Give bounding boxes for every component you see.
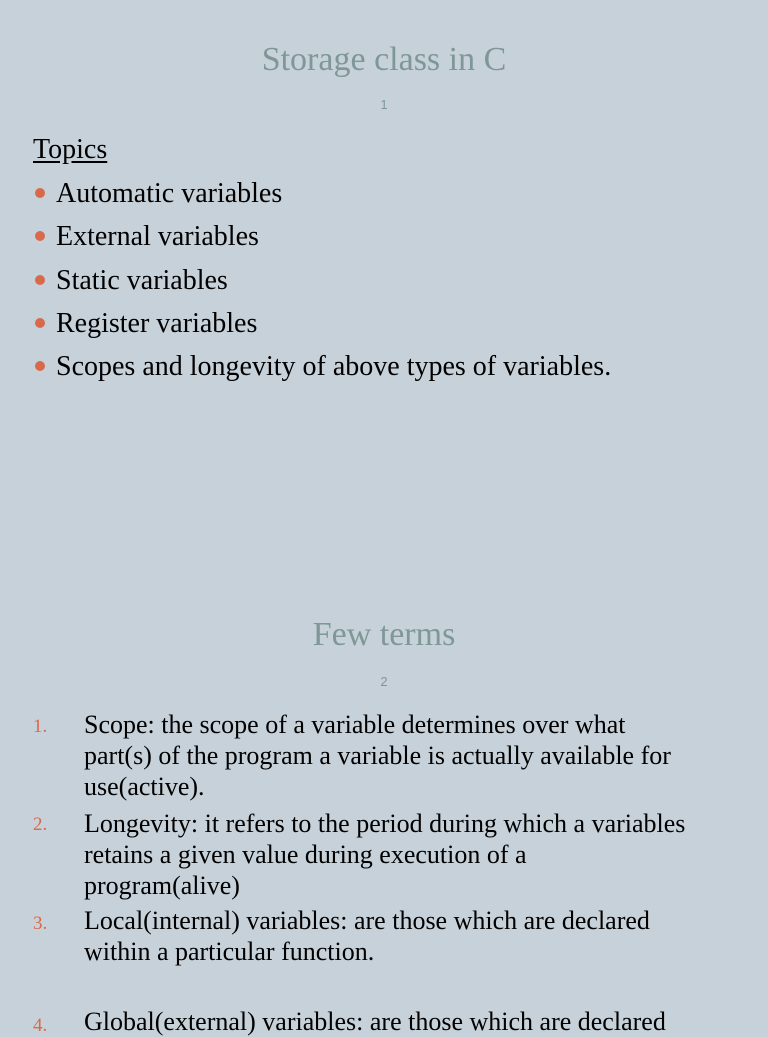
bullet-item (33, 345, 611, 388)
list-item-line: Global(external) variables: are those which are declared (84, 1007, 666, 1036)
bullet-item (33, 215, 611, 258)
bullet-item (33, 259, 611, 302)
bullet-dot-icon (35, 188, 45, 198)
list-item-line: retains a given value during execution of a (84, 840, 527, 869)
bullet-dot-icon (35, 231, 45, 241)
slide-2-number: 2 (380, 674, 388, 689)
slide-1-title: Storage class in C (261, 41, 507, 78)
list-item-line: Longevity: it refers to the period during which a variables (84, 809, 686, 838)
list-item-line: Local(internal) variables: are those which are declared (84, 906, 650, 935)
list-item-line: program(alive) (84, 871, 240, 900)
topics-bullet-list (33, 172, 611, 388)
list-number: 1. (33, 716, 48, 737)
list-item-line: within a particular function. (84, 937, 375, 966)
bullet-text: Static variables (56, 264, 228, 296)
bullet-item (33, 302, 611, 345)
bullet-text: Register variables (56, 307, 258, 339)
list-item-line: part(s) of the program a variable is actually available for (84, 741, 671, 770)
list-item-line: use(active). (84, 772, 205, 801)
list-number: 2. (33, 814, 48, 835)
bullet-text: External variables (56, 221, 259, 253)
bullet-item (33, 172, 611, 215)
bullet-dot-icon (35, 275, 45, 285)
list-number: 3. (33, 913, 48, 934)
bullet-text: Automatic variables (56, 178, 283, 209)
bullet-text: Scopes and longevity of above types of variables. (56, 351, 612, 383)
slide-2-title: Few terms (312, 616, 456, 653)
bullet-dot-icon (35, 361, 45, 371)
slide-1-number: 1 (380, 97, 388, 112)
bullet-dot-icon (35, 318, 45, 328)
list-item-line: Scope: the scope of a variable determines over what (84, 710, 626, 739)
list-number: 4. (33, 1015, 48, 1036)
topics-heading: Topics (33, 134, 108, 165)
